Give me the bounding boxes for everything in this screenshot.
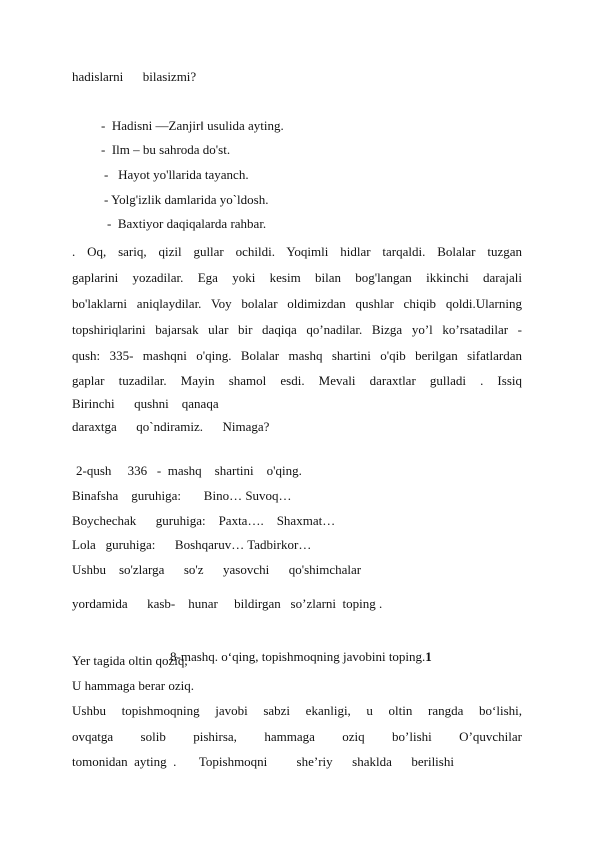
text-line: Binafsha guruhiga: Bino… Suvoq…	[72, 488, 292, 503]
riddle-line: U hammaga berar oziq.	[72, 678, 195, 693]
paragraph-line: . Oq, sariq, qizil gullar ochildi. Yoqimli hidlar tarqaldi. Bolalar tuzgan	[72, 244, 522, 259]
text-line: Lola guruhiga: Boshqaruv… Tadbirkor…	[72, 537, 312, 552]
text-line: Birinchi qushni qanaqa	[72, 396, 219, 411]
text-line: Ushbu so'zlarga so'z yasovchi qo'shimchalar	[72, 562, 362, 577]
riddle-line: Yer tagida oltin qoziq,	[72, 653, 188, 668]
exercise-heading	[157, 625, 432, 688]
list-item: - Ilm – bu sahroda do'st.	[101, 142, 231, 157]
paragraph-line: ovqatga solib pishirsa, hammaga oziq bo’lishi O’quvchilar	[72, 729, 522, 744]
text-line: hadislarni bilasizmi?	[72, 69, 197, 84]
paragraph-line: gaplarini yozadilar. Ega yoki kesim bilan bog'langan ikkinchi darajali	[72, 270, 522, 285]
paragraph-line: topshiriqlarini bajarsak ular bir daqiqa qo’nadilar. Bizga yo’l ko’rsatadilar -	[72, 322, 522, 337]
text-line: 2-qush 336 - mashq shartini o'qing.	[76, 463, 302, 478]
list-item: - Baxtiyor daqiqalarda rahbar.	[107, 216, 267, 231]
text-line: tomonidan ayting . Topishmoqni she’riy shaklda berilishi	[72, 754, 454, 769]
paragraph-line: qush: 335- mashqni o'qing. Bolalar mashq shartini o'qib berilgan sifatlardan	[72, 348, 522, 363]
exercise-heading-number: 1	[425, 649, 432, 664]
list-item: - Yolg'izlik damlarida yo`ldosh.	[104, 192, 269, 207]
text-line: daraxtga qo`ndiramiz. Nimaga?	[72, 419, 270, 434]
list-item: - Hadisni —Zanjirǁ usulida ayting.	[101, 118, 284, 133]
list-item: - Hayot yo'llarida tayanch.	[104, 167, 249, 182]
text-line: yordamida kasb- hunar bildirgan so’zlarni toping .	[72, 596, 383, 611]
text-line: Boychechak guruhiga: Paxta…. Shaxmat…	[72, 513, 336, 528]
paragraph-line: bo'laklarni aniqlaydilar. Voy bolalar oldimizdan qushlar chiqib qoldi.Ularning	[72, 296, 522, 311]
paragraph-line: gaplar tuzadilar. Mayin shamol esdi. Mevali daraxtlar gulladi . Issiq	[72, 373, 522, 388]
paragraph-line: Ushbu topishmoqning javobi sabzi ekanligi, u oltin rangda bo‘lishi,	[72, 703, 522, 718]
exercise-heading-text: 8-mashq. o‘qing, topishmoqning javobini toping.	[170, 649, 426, 664]
